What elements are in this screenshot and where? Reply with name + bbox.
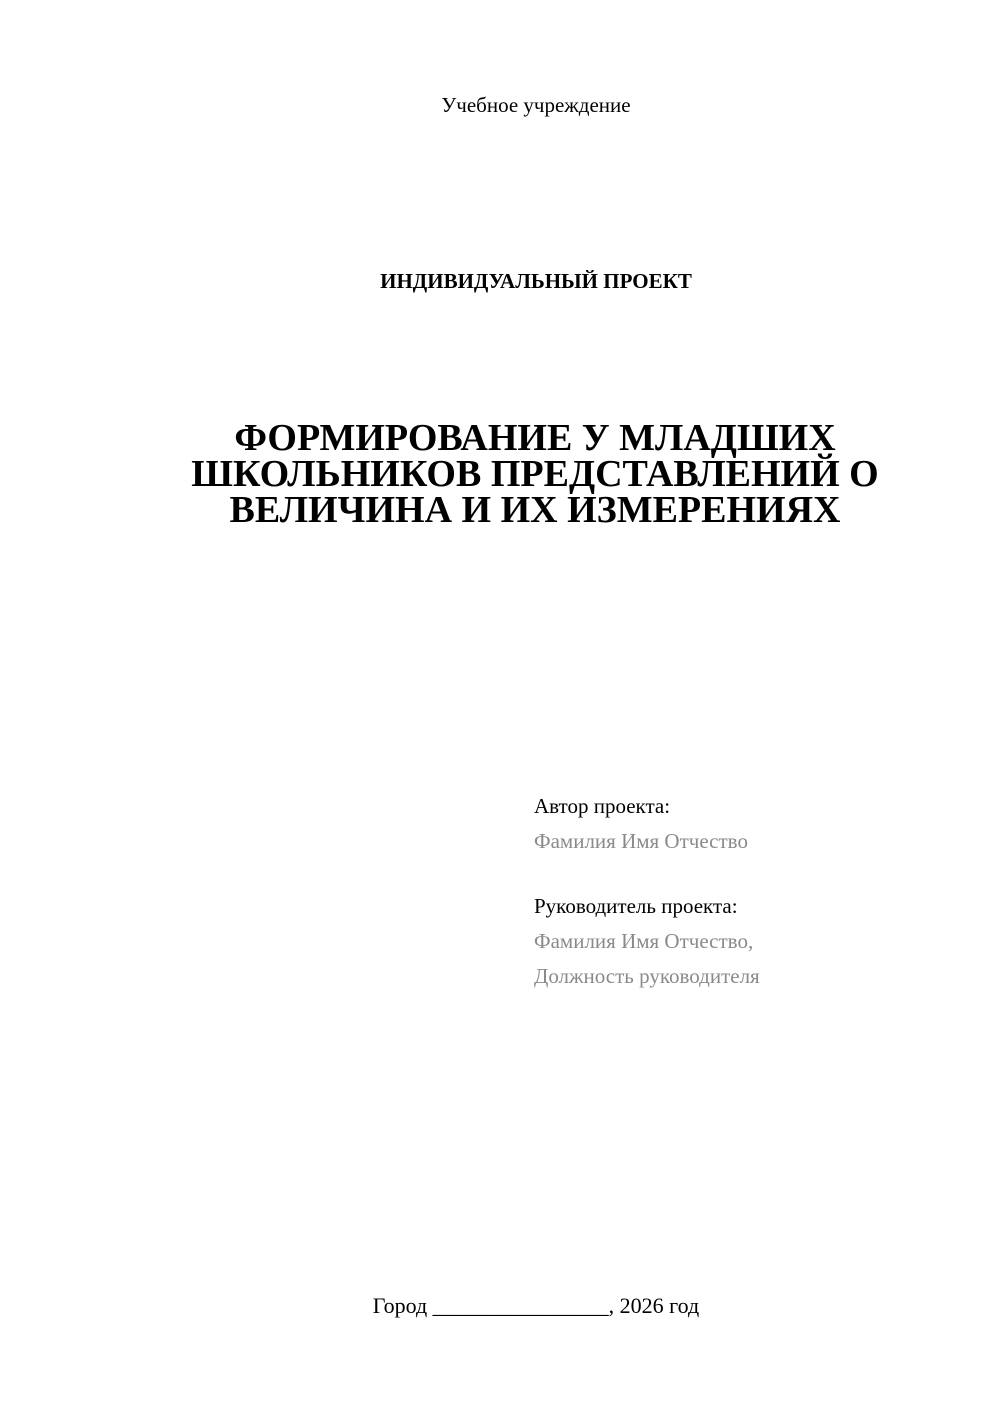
project-title-line-1: ФОРМИРОВАНИЕ У МЛАДШИХ [234, 417, 836, 459]
document-type: ИНДИВИДУАЛЬНЫЙ ПРОЕКТ [380, 269, 692, 293]
city-year-line: Город ________________, 2026 год [372, 1293, 700, 1318]
credits-block [534, 789, 974, 994]
credits-spacer [534, 859, 974, 889]
supervisor-position: Должность руководителя [534, 964, 760, 988]
project-title-line-3: ВЕЛИЧИНА И ИХ ИЗМЕРЕНИЯХ [229, 489, 841, 531]
project-title-line-2: ШКОЛЬНИКОВ ПРЕДСТАВЛЕНИЙ О [191, 453, 879, 495]
supervisor-name: Фамилия Имя Отчество, [534, 929, 754, 953]
author-label: Автор проекта: [534, 794, 671, 818]
institution-name: Учебное учреждение [441, 93, 631, 117]
supervisor-label: Руководитель проекта: [534, 894, 738, 918]
author-name: Фамилия Имя Отчество [534, 829, 748, 853]
project-title [170, 417, 900, 531]
